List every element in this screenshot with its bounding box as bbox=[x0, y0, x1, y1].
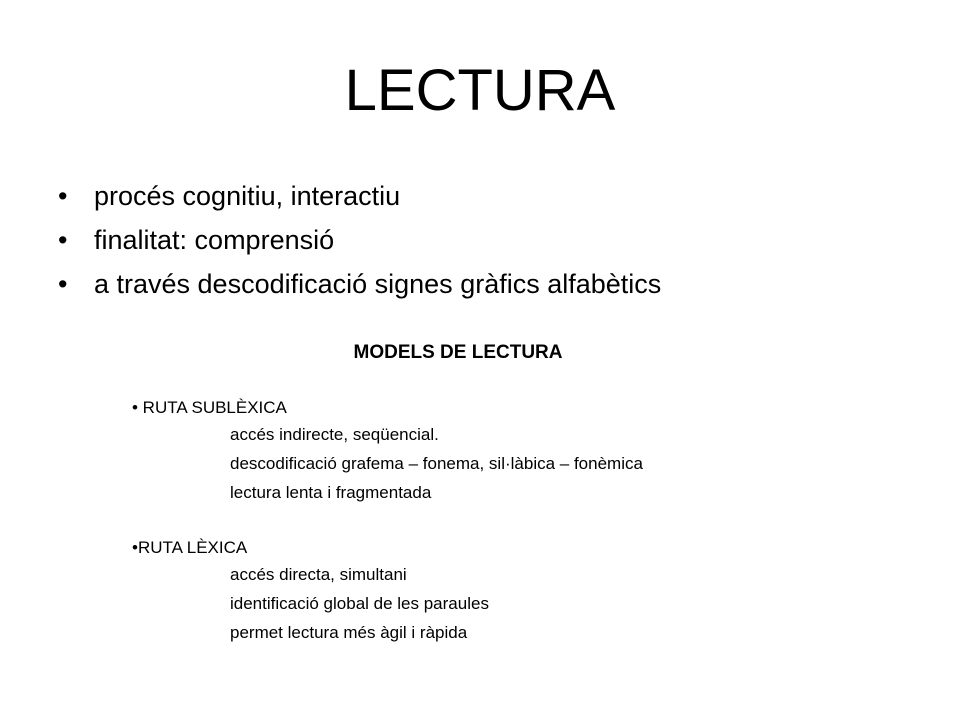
route-label: •RUTA LÈXICA bbox=[132, 538, 248, 557]
bullet-item bbox=[58, 218, 661, 262]
slide-title: LECTURA bbox=[344, 58, 616, 123]
route-description-line: permet lectura més àgil i ràpida bbox=[230, 623, 468, 642]
route-description-list bbox=[132, 560, 489, 647]
route-lexica bbox=[132, 536, 489, 647]
route-label: • RUTA SUBLÈXICA bbox=[132, 398, 287, 417]
main-bullet-list bbox=[58, 174, 661, 306]
bullet-dot: • bbox=[58, 225, 68, 255]
bullet-item bbox=[58, 262, 661, 306]
route-description-line: descodificació grafema – fonema, sil·làbica – fonèmica bbox=[230, 454, 643, 473]
route-description-line: identificació global de les paraules bbox=[230, 594, 489, 613]
route-description-line: accés directa, simultani bbox=[230, 565, 407, 584]
bullet-dot: • bbox=[58, 269, 68, 299]
route-sublexica bbox=[132, 396, 643, 507]
models-heading: MODELS DE LECTURA bbox=[353, 342, 563, 363]
bullet-dot: • bbox=[58, 181, 68, 211]
bullet-item bbox=[58, 174, 661, 218]
bullet-text: finalitat: comprensió bbox=[94, 225, 335, 255]
bullet-text: a través descodificació signes gràfics alfabètics bbox=[94, 269, 662, 299]
route-description-line: accés indirecte, seqüencial. bbox=[230, 425, 439, 444]
route-description-list bbox=[132, 420, 643, 507]
bullet-text: procés cognitiu, interactiu bbox=[94, 181, 401, 211]
route-description-line: lectura lenta i fragmentada bbox=[230, 483, 432, 502]
